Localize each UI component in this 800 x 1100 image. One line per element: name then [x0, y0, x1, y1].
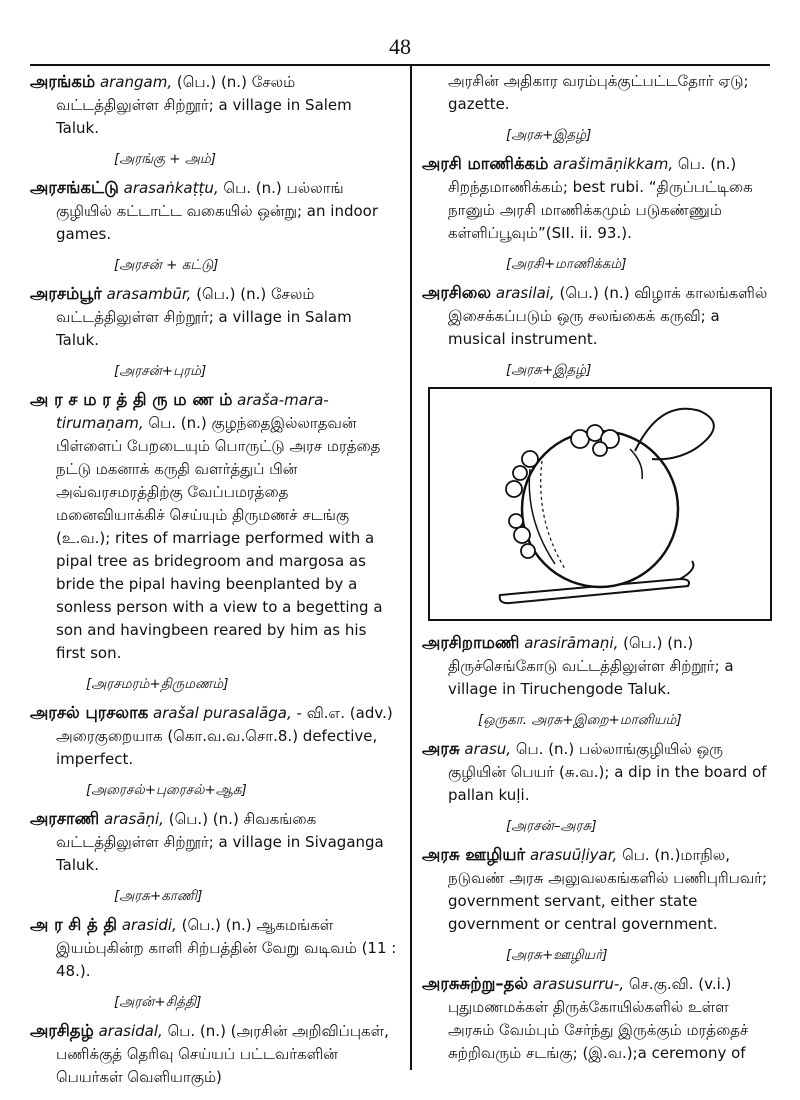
entry-etymology: [அரசன்–அரசு]: [506, 818, 597, 834]
entry-etymology: [அரசன்+புரம்]: [114, 363, 207, 379]
dictionary-entry: [30, 1019, 398, 1089]
right-column: [422, 70, 776, 1065]
header-rule: [30, 64, 770, 66]
entry-headword: அரசிறாமணி: [422, 633, 520, 652]
entry-etymology: [அரசு+இதழ்]: [506, 127, 592, 143]
musical-instrument-icon: [430, 389, 770, 619]
dictionary-entry: [30, 388, 398, 665]
entry-headword: அரசு ஊழியர்: [422, 845, 526, 864]
left-column: [30, 70, 398, 1089]
entry-transliteration: araša-mara-tirumaṇam,: [56, 391, 329, 432]
entry-definition: (பெ.) (n.) திருச்செங்கோடு வட்டத்திலுள்ள சிற்றூர்; a village in Tiruchengode Taluk.: [448, 634, 734, 698]
entry-definition: (பெ.) (n.) சேலம் வட்டத்திலுள்ள சிற்றூர்; a village in Salam Taluk.: [56, 285, 352, 349]
dictionary-entry: [422, 737, 776, 807]
dictionary-entry: [422, 70, 776, 116]
entry-definition: - வி.எ. (adv.) அரைகுறையாக (கொ.வ.வ.சொ.8.) defective, imperfect.: [56, 704, 393, 768]
entry-headword: அரங்கம்: [30, 72, 96, 91]
entry-transliteration: arasuūḷiyar,: [529, 846, 618, 864]
entry-etymology: [அரங்கு + அம்]: [114, 151, 217, 167]
entry-headword: அ ர ச ம ர த் தி ரு ம ண ம்: [30, 390, 233, 409]
entry-transliteration: arasaṅkaṭṭu,: [123, 179, 219, 197]
entry-transliteration: arasu,: [464, 740, 512, 758]
entry-headword: அரசுசுற்று–தல்: [422, 974, 529, 993]
entry-headword: அ ர சி த் தி: [30, 915, 118, 934]
entry-headword: அரசிலை: [422, 283, 492, 302]
entry-transliteration: arangam,: [99, 73, 173, 91]
entry-headword: அரசங்கட்டு: [30, 178, 119, 197]
dictionary-entry: [422, 972, 776, 1065]
dictionary-entry: [30, 807, 398, 877]
entry-etymology: [அரசு+காணி]: [114, 888, 203, 904]
entry-transliteration: arašimāṇikkam,: [553, 155, 674, 173]
entry-definition: பெ. (n.)மாநில, நடுவண் அரசு அலுவலகங்களில் பணிபுரிபவர்; government servant, either state government or central government.: [448, 846, 768, 933]
entry-etymology: [அரசி+மாணிக்கம்]: [506, 256, 627, 272]
entry-definition: பெ. (n.) குழந்தைஇல்லாதவன் பிள்ளைப் பேறடையும் பொருட்டு அரச மரத்தை நட்டு மகனாக் கருதி வளர்த்துப் பின் அவ்வரசமரத்திற்கு வேப்பமரத்தை மனைவியாக்கிச் செய்யும் திருமணச் சடங்கு (உ.வ.); rites of marriage performed with a pipal tree as bridegroom and margosa as bride the pipal having beenplanted by a sonless person with a view to a begetting a son and havingbeen reared by him as his first son.: [56, 414, 383, 662]
entry-definition: (பெ.) (n.) ஆகமங்கள் இயம்புகின்ற காளி சிற்பத்தின் வேறு வடிவம் (11 : 48.).: [56, 916, 397, 980]
dictionary-entry: [422, 843, 776, 936]
entry-transliteration: arasirāmaṇi,: [524, 634, 619, 652]
entry-headword: அரசல் புரசலாக: [30, 703, 149, 722]
entry-definition: அரசின் அதிகார வரம்புக்குட்பட்டதோர் ஏடு; gazette.: [448, 72, 749, 113]
entry-transliteration: arasusurru-,: [532, 975, 625, 993]
entry-etymology: [அரசன் + கட்டு]: [114, 257, 219, 273]
dictionary-entry: [422, 152, 776, 245]
entry-etymology: [அரசு+ஊழியர்]: [506, 947, 608, 963]
page-number: 48: [389, 34, 411, 59]
entry-transliteration: arašal purasalāga,: [153, 704, 292, 722]
entry-etymology: [அரசமரம்+திருமணம்]: [86, 676, 229, 692]
entry-transliteration: arasilai,: [495, 284, 555, 302]
entry-transliteration: arasidal,: [98, 1022, 163, 1040]
column-divider: [410, 66, 412, 1070]
dictionary-entry: [30, 701, 398, 771]
entry-headword: அரசாணி: [30, 809, 100, 828]
entry-definition: (பெ.) (n.) சேலம் வட்டத்திலுள்ள சிற்றூர்; a village in Salem Taluk.: [56, 73, 352, 137]
dictionary-entry: [422, 631, 776, 701]
entry-headword: அரசு: [422, 739, 460, 758]
entry-transliteration: arasidi,: [121, 916, 177, 934]
entry-headword: அரசம்பூர்: [30, 284, 102, 303]
dictionary-entry: [30, 282, 398, 352]
entry-definition: (பெ.) (n.) விழாக் காலங்களில் இசைக்கப்படும் ஒரு சலங்கைக் கருவி; a musical instrument.: [448, 284, 768, 348]
entry-definition: பெ. (n.) (அரசின் அறிவிப்புகள், பணிக்குத் தெரிவு செய்யப் பட்டவர்களின் பெயர்கள் வெளியாகும்): [56, 1022, 389, 1086]
arasilai-instrument-illustration: [428, 387, 772, 621]
entry-etymology: [அரைசல்+புரைசல்+ஆக]: [86, 782, 247, 798]
entry-definition: பெ. (n.) பல்லாங் குழியில் கட்டாட்ட வகையில் ஒன்று; an indoor games.: [56, 179, 378, 243]
dictionary-entry: [422, 281, 776, 351]
entry-etymology: [ஒருகா. அரசு+இறை+மானியம்]: [478, 712, 682, 728]
entry-etymology: [அரன்+சித்தி]: [114, 994, 202, 1010]
entry-definition: (பெ.) (n.) சிவகங்கை வட்டத்திலுள்ள சிற்றூர்; a village in Sivaganga Taluk.: [56, 810, 384, 874]
dictionary-entry: [30, 913, 398, 983]
dictionary-entry: [30, 176, 398, 246]
entry-headword: அரசி மாணிக்கம்: [422, 154, 549, 173]
entry-transliteration: arasāṇi,: [103, 810, 164, 828]
dictionary-entry: [30, 70, 398, 140]
entry-definition: பெ. (n.) பல்லாங்குழியில் ஒரு குழியின் பெயர் (சு.வ.); a dip in the board of pallan kuḷi.: [448, 740, 767, 804]
entry-transliteration: arasambūr,: [106, 285, 192, 303]
entry-definition: பெ. (n.) சிறந்தமாணிக்கம்; best rubi. “திருப்பட்டிகை நானும் அரசி மாணிக்கமும் படுகண்ணும் கள்ளிப்பூவும்”(SII. ii. 93.).: [448, 155, 753, 242]
entry-etymology: [அரசு+இதழ்]: [506, 362, 592, 378]
entry-definition: செ.கு.வி. (v.i.) புதுமணமக்கள் திருக்கோயில்களில் உள்ள அரசும் வேம்பும் சேர்ந்து இருக்கும் மரத்தைச் சுற்றிவரும் சடங்கு; (இ.வ.);a ceremony of: [448, 975, 749, 1062]
entry-headword: அரசிதழ்: [30, 1021, 94, 1040]
